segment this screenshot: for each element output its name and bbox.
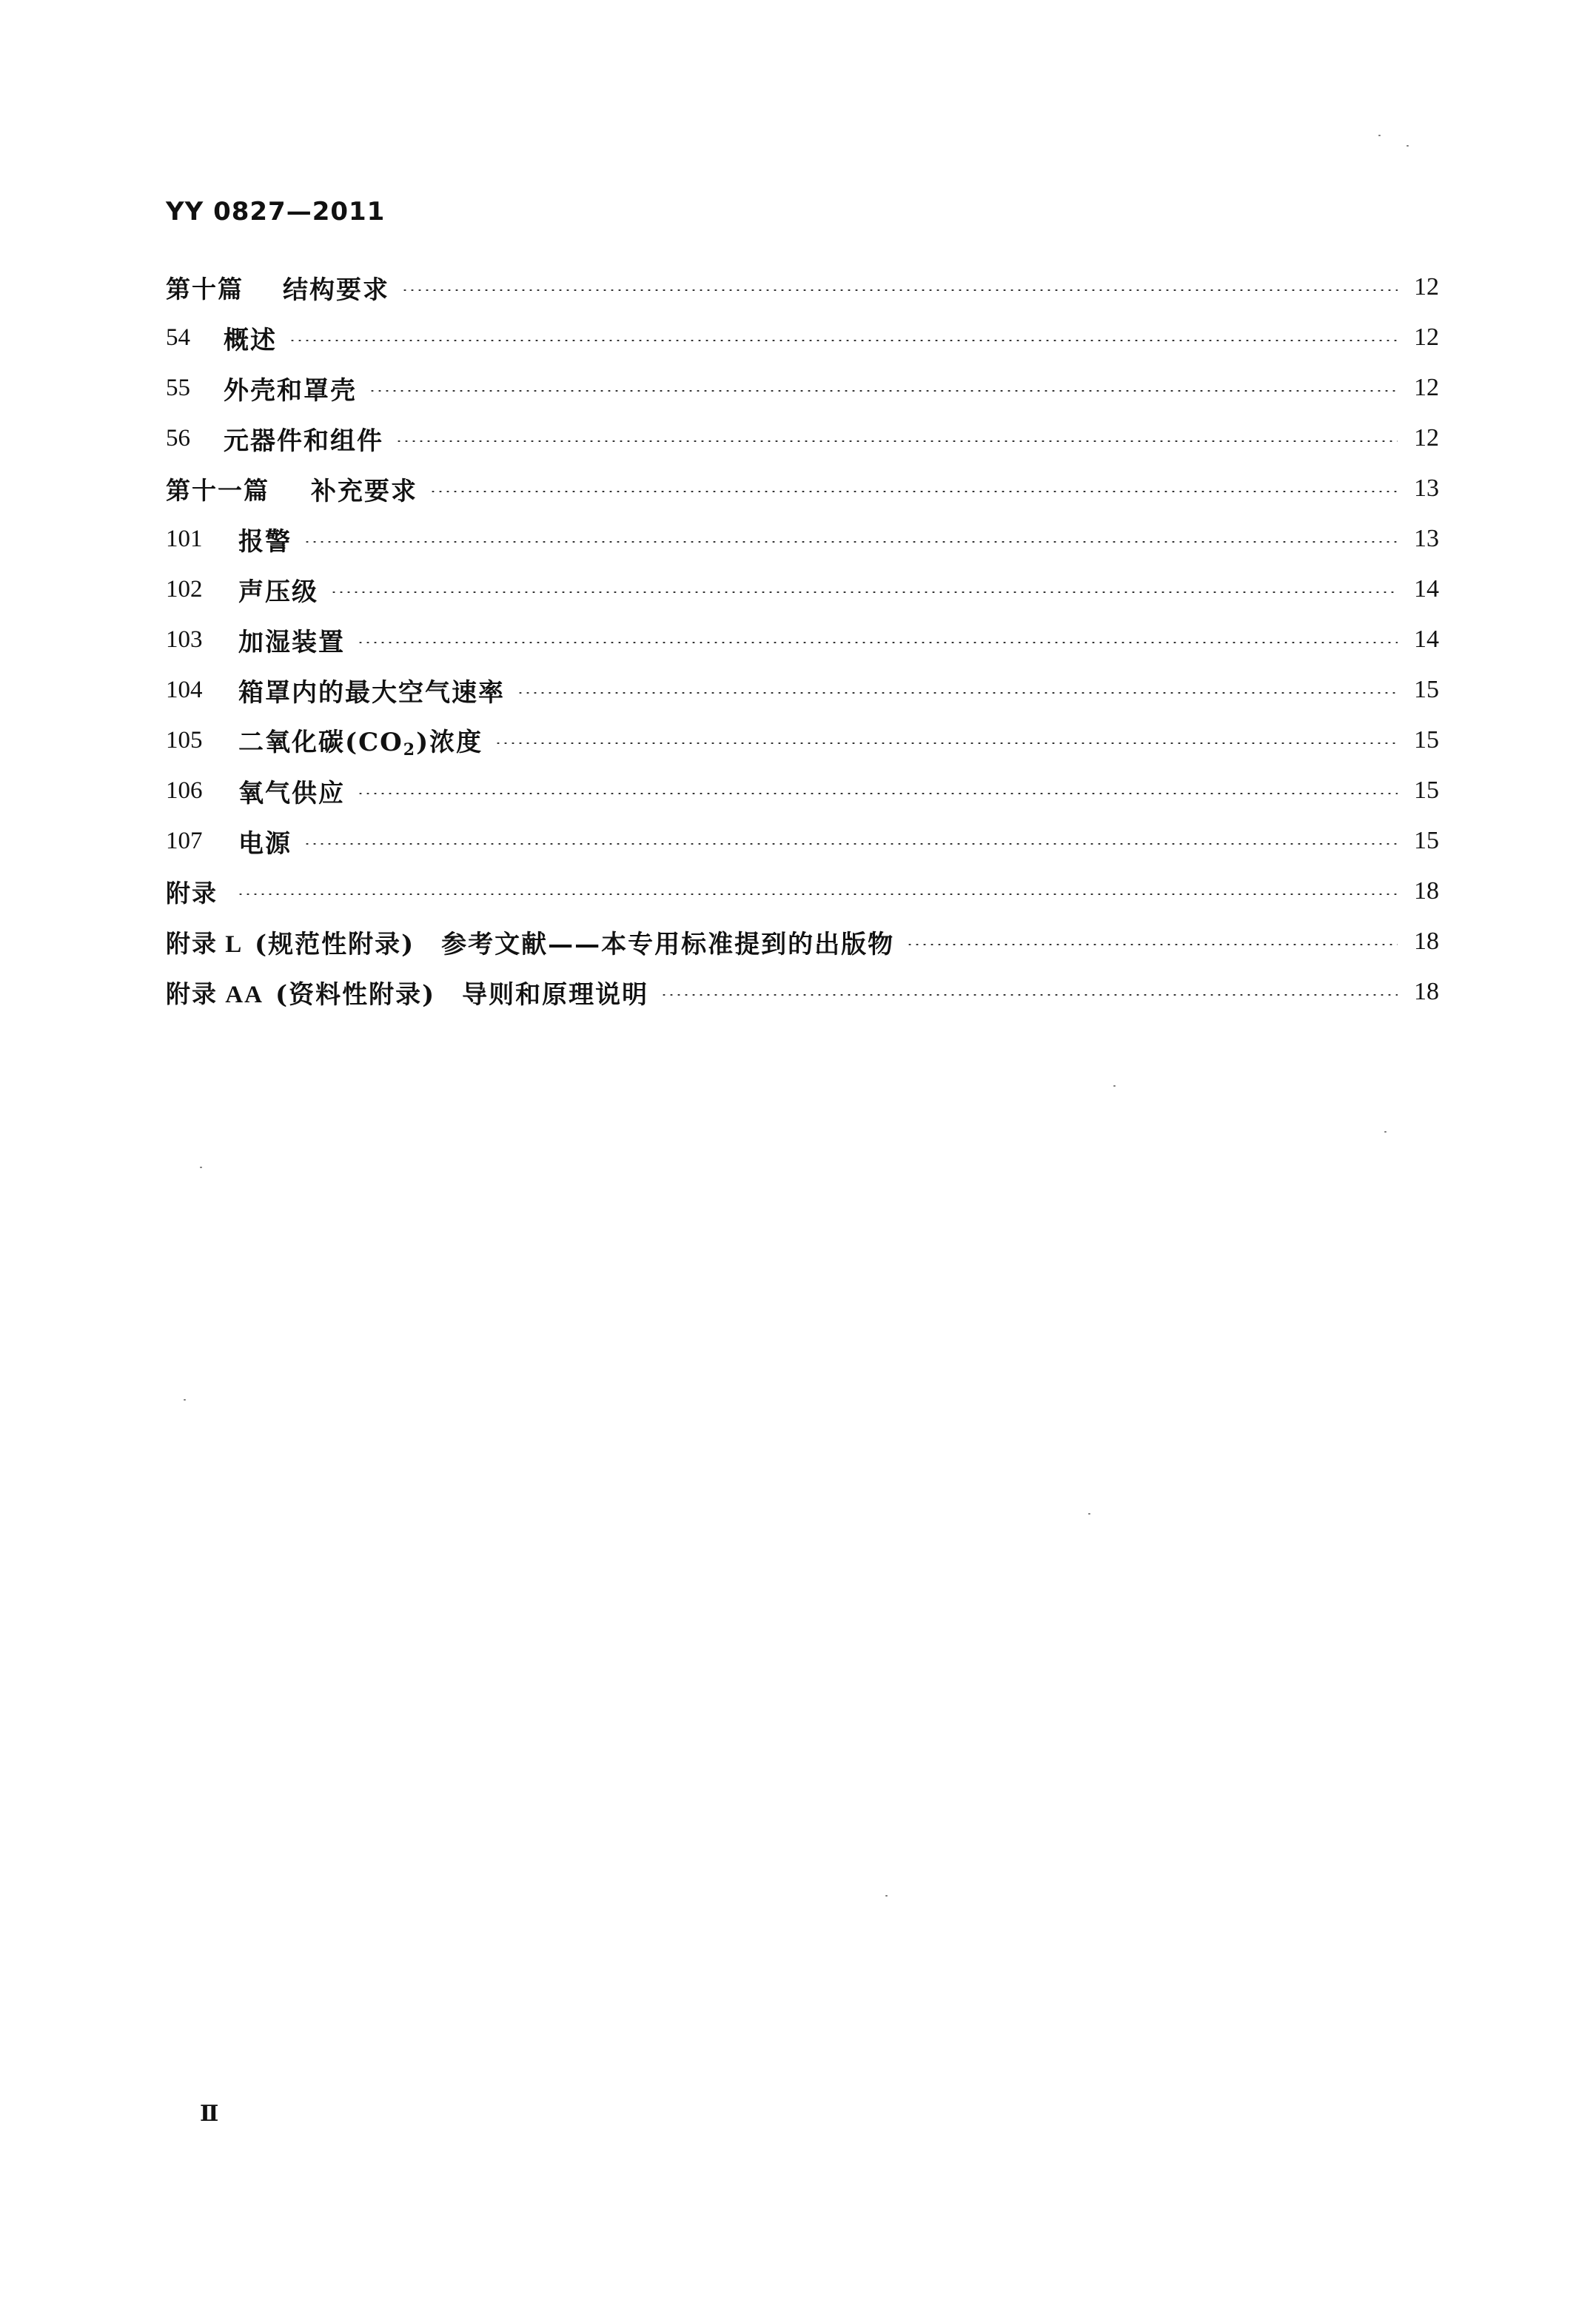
toc-entry-104[interactable] (166, 665, 1439, 715)
toc-entry-title: 氧气供应 (238, 778, 345, 808)
leader-dots (357, 793, 1398, 794)
scan-speck (1406, 145, 1409, 147)
toc-entry-number: 105 (166, 726, 203, 754)
toc-entry-54[interactable] (166, 312, 1439, 363)
toc-entry-page: 14 (1414, 626, 1439, 653)
scan-speck (1088, 1513, 1090, 1515)
toc-entry-105[interactable] (166, 715, 1439, 765)
scan-speck (184, 1399, 186, 1401)
scan-speck (1113, 1085, 1116, 1087)
toc-entry-title (238, 722, 483, 760)
scan-speck (885, 1895, 888, 1897)
toc-entry-title: 箱罩内的最大空气速率 (238, 677, 505, 708)
toc-entry-title: 外壳和罩壳 (224, 375, 357, 406)
toc-entry-title: 补充要求 (311, 476, 418, 506)
toc-entry-part-11[interactable] (166, 463, 1439, 514)
toc-entry-appendix[interactable] (166, 866, 1439, 916)
toc-entry-title: 概述 (224, 325, 277, 355)
toc-entry-page: 12 (1414, 374, 1439, 401)
toc-entry-106[interactable] (166, 765, 1439, 816)
scan-speck (1384, 1131, 1387, 1133)
leader-dots (304, 541, 1398, 543)
toc-entry-page: 15 (1414, 777, 1439, 804)
toc-entry-102[interactable] (166, 564, 1439, 614)
toc-title-part: 二氧化碳(CO (238, 727, 403, 757)
toc-entry-number: 106 (166, 777, 203, 804)
toc-entry-title: 报警 (238, 526, 292, 557)
toc-entry-title: (资料性附录) 导则和原理说明 (275, 979, 649, 1010)
toc-entry-page: 15 (1414, 676, 1439, 703)
leader-dots (494, 742, 1398, 744)
toc-entry-number: 104 (166, 676, 203, 703)
toc-entry-page: 13 (1414, 475, 1439, 502)
toc-entry-appendix-l[interactable] (166, 916, 1439, 967)
scan-speck (200, 1167, 202, 1168)
toc-entry-title: 声压级 (238, 577, 318, 607)
leader-dots (357, 642, 1398, 643)
toc-entry-page: 14 (1414, 575, 1439, 603)
toc-entry-number: 附录 L (166, 931, 244, 958)
toc-entry-101[interactable] (166, 514, 1439, 564)
leader-dots (906, 944, 1398, 945)
leader-dots (429, 491, 1398, 492)
leader-dots (517, 692, 1398, 694)
toc-entry-56[interactable] (166, 413, 1439, 463)
toc-entry-title: 结构要求 (283, 275, 389, 305)
page-number-roman: Ⅱ (200, 2102, 219, 2126)
toc-entry-page: 15 (1414, 827, 1439, 854)
toc-entry-number: 102 (166, 575, 203, 603)
toc-entry-page: 12 (1414, 424, 1439, 452)
leader-dots (660, 994, 1398, 996)
toc-entry-title: 加湿装置 (238, 627, 345, 657)
toc-entry-number: 103 (166, 626, 203, 653)
toc-title-part: )浓度 (416, 727, 483, 757)
leader-dots (304, 843, 1398, 845)
toc-entry-page: 18 (1414, 928, 1439, 955)
standard-number: YY 0827—2011 (166, 197, 386, 227)
toc-entry-page: 12 (1414, 323, 1439, 351)
leader-dots (369, 390, 1398, 392)
toc-entry-number: 附录 AA (166, 981, 264, 1008)
toc-entry-page: 13 (1414, 525, 1439, 552)
toc-entry-part-10[interactable] (166, 262, 1439, 312)
table-of-contents (166, 262, 1439, 1017)
leader-dots (395, 440, 1398, 442)
toc-entry-page: 18 (1414, 978, 1439, 1005)
toc-entry-page: 15 (1414, 726, 1439, 754)
toc-entry-103[interactable] (166, 614, 1439, 665)
toc-entry-number: 第十一篇 (166, 477, 269, 505)
toc-entry-number: 101 (166, 525, 203, 552)
subscript: 2 (403, 740, 417, 760)
leader-dots (289, 340, 1398, 341)
toc-entry-number: 第十篇 (166, 276, 244, 304)
toc-entry-title: 电源 (238, 828, 292, 859)
toc-entry-appendix-aa[interactable] (166, 967, 1439, 1017)
scan-speck (1378, 135, 1381, 136)
toc-entry-number: 56 (166, 424, 190, 452)
toc-entry-number: 附录 (166, 880, 218, 908)
leader-dots (237, 893, 1398, 895)
toc-entry-title: 元器件和组件 (224, 426, 383, 456)
toc-entry-55[interactable] (166, 363, 1439, 413)
leader-dots (330, 591, 1398, 593)
toc-entry-title: (规范性附录) 参考文献——本专用标准提到的出版物 (255, 929, 895, 959)
toc-entry-page: 12 (1414, 273, 1439, 301)
leader-dots (401, 289, 1398, 291)
toc-entry-page: 18 (1414, 877, 1439, 905)
toc-entry-number: 55 (166, 374, 190, 401)
toc-entry-number: 107 (166, 827, 203, 854)
toc-entry-number: 54 (166, 323, 190, 351)
toc-entry-107[interactable] (166, 816, 1439, 866)
